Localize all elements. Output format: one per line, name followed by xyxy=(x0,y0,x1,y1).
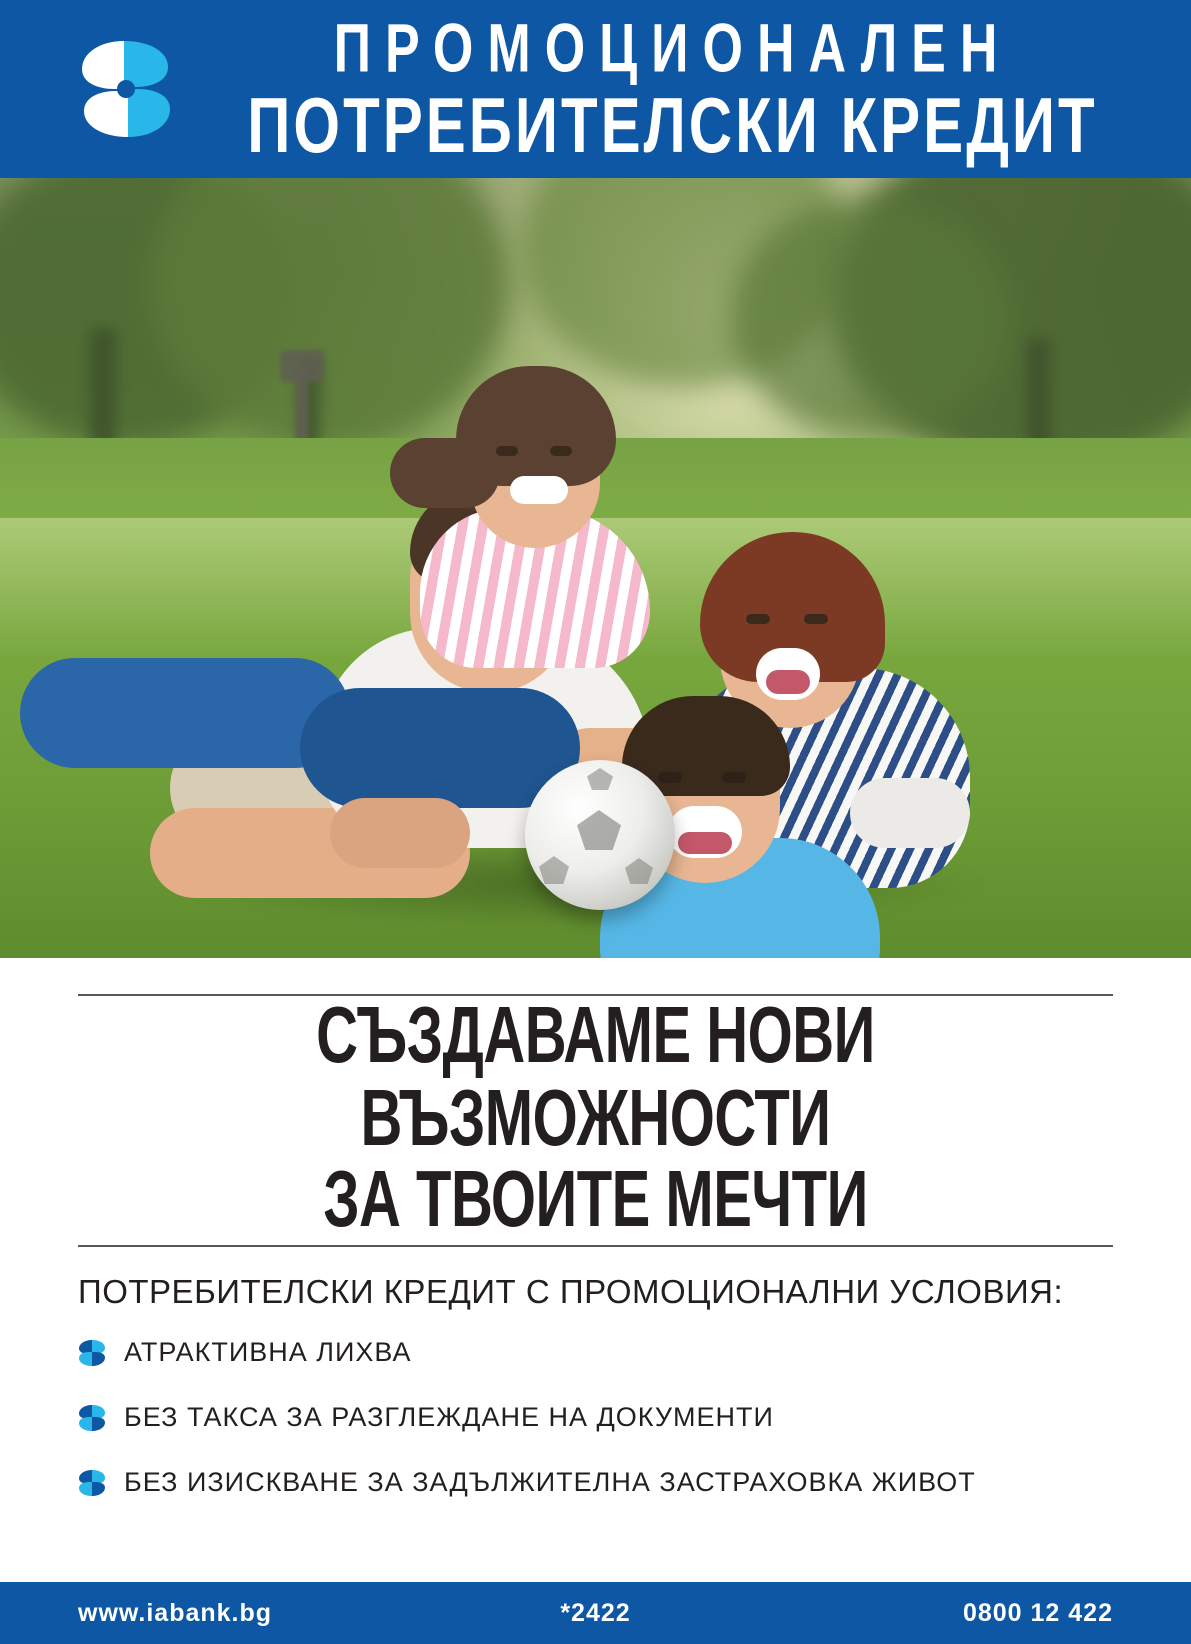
boy-tongue xyxy=(678,832,732,854)
girl-figure xyxy=(400,358,650,658)
iabank-logo-icon xyxy=(78,37,174,141)
mother-eye-right xyxy=(804,614,828,624)
ball-panel xyxy=(539,856,569,884)
family-group xyxy=(0,178,1191,958)
list-item xyxy=(78,1337,1113,1368)
boy-eye-left xyxy=(658,772,682,783)
iabank-bullet-icon xyxy=(78,1469,106,1497)
headline-line1: СЪЗДАВАМЕ НОВИ ВЪЗМОЖНОСТИ xyxy=(316,990,875,1163)
mother-eye-left xyxy=(746,614,770,624)
page-title-line1: ПРОМОЦИОНАЛЕН xyxy=(333,10,1012,87)
bare-feet xyxy=(330,798,470,868)
ball-panel xyxy=(625,858,653,884)
girl-eye-left xyxy=(496,446,518,456)
girl-smile xyxy=(510,476,568,504)
iabank-bullet-icon xyxy=(78,1404,106,1432)
ball-panel xyxy=(577,810,621,850)
poster-content xyxy=(0,958,1191,1582)
phone-number[interactable]: 0800 12 422 xyxy=(962,1598,1113,1627)
subheadline: ПОТРЕБИТЕЛСКИ КРЕДИТ С ПРОМОЦИОНАЛНИ УСЛОВИЯ: xyxy=(78,1273,1064,1311)
headline-line2: ЗА ТВОИТЕ МЕЧТИ xyxy=(323,1155,868,1245)
header-titles xyxy=(192,10,1163,170)
list-item-label: БЕЗ ТАКСА ЗА РАЗГЛЕЖДАНЕ НА ДОКУМЕНТИ xyxy=(124,1402,774,1433)
list-item xyxy=(78,1467,1113,1498)
sneaker xyxy=(850,778,970,848)
list-item xyxy=(78,1402,1113,1433)
football-ball xyxy=(525,760,675,910)
poster-footer xyxy=(0,1582,1191,1644)
hero-photo xyxy=(0,178,1191,958)
iabank-bullet-icon xyxy=(78,1339,106,1367)
headline xyxy=(78,961,1113,1272)
father-jeans-legs xyxy=(300,688,580,808)
mother-tongue xyxy=(766,670,810,694)
page-title-line2: ПОТРЕБИТЕЛСКИ КРЕДИТ xyxy=(247,82,1098,170)
girl-ponytail xyxy=(390,438,500,508)
short-number[interactable]: *2422 xyxy=(560,1598,631,1627)
list-item-label: АТРАКТИВНА ЛИХВА xyxy=(124,1337,412,1368)
poster-header xyxy=(0,0,1191,178)
website-link[interactable]: www.iabank.bg xyxy=(78,1598,273,1627)
girl-eye-right xyxy=(550,446,572,456)
list-item-label: БЕЗ ИЗИСКВАНЕ ЗА ЗАДЪЛЖИТЕЛНА ЗАСТРАХОВКА ЖИВОТ xyxy=(124,1467,976,1498)
boy-eye-right xyxy=(722,772,746,783)
ball-panel xyxy=(587,768,613,790)
benefits-list xyxy=(78,1337,1113,1498)
